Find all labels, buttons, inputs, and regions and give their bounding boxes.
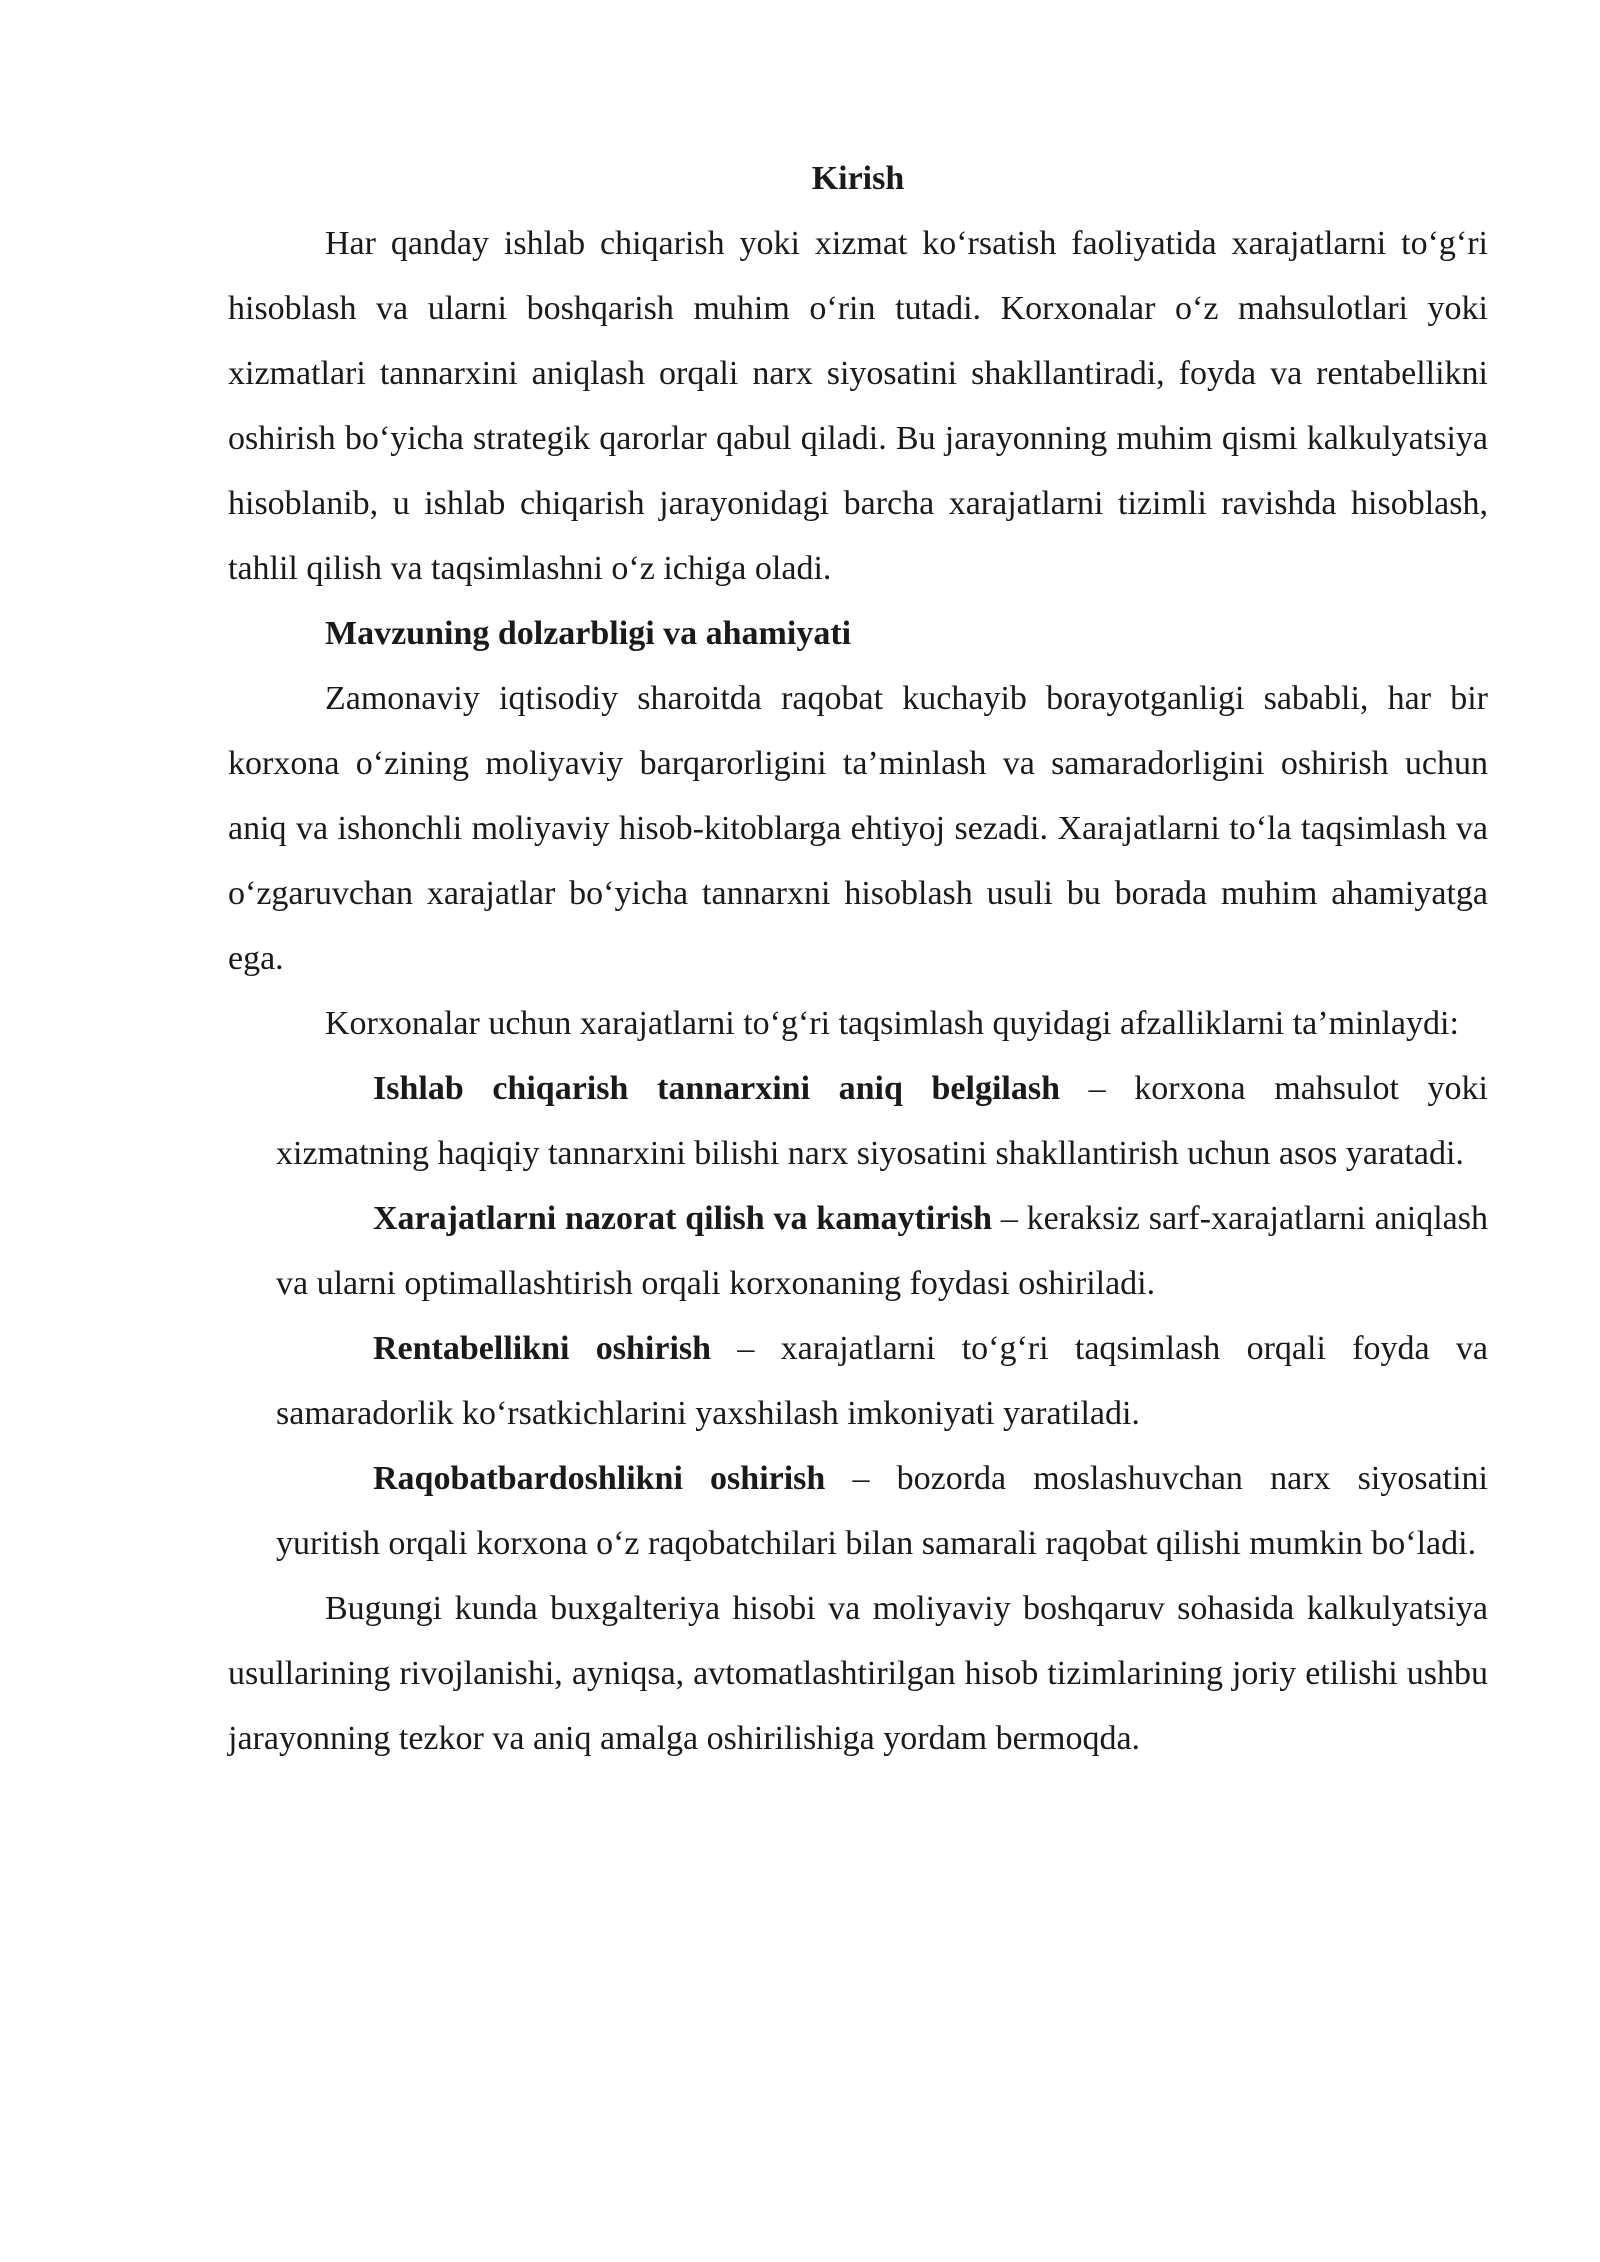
- section-heading: Mavzuning dolzarbligi va ahamiyati: [325, 615, 852, 652]
- document-page: [228, 146, 1488, 1771]
- closing-paragraph: Bugungi kunda buxgalteriya hisobi va moliyaviy boshqaruv sohasida kalkulyatsiya usullarining rivojlanishi, ayniqsa, avtomatlashtirilgan hisob tizimlarining joriy etilishi ushbu jarayonning tezkor va aniq amalga oshirilishiga yordam bermoqda.: [228, 1590, 1488, 1757]
- list-item-term: Xarajatlarni nazorat qilish va kamaytirish: [373, 1200, 992, 1237]
- list-item: [276, 1316, 1488, 1446]
- page-title: Kirish: [811, 160, 905, 197]
- list-item-text: – keraksiz sarf-xarajatlarni aniqlash va ularni optimallashtirish orqali korxonaning foydasi oshiriladi.: [276, 1200, 1488, 1302]
- list-item-text: – bozorda moslashuvchan narx siyosatini yuritish orqali korxona o‘z raqobatchilari bilan samarali raqobat qilishi mumkin bo‘ladi.: [276, 1460, 1488, 1562]
- list-item: [276, 1446, 1488, 1576]
- advantages-list: [228, 1056, 1488, 1576]
- list-item-term: Rentabellikni oshirish: [373, 1330, 712, 1367]
- list-item-text: – korxona mahsulot yoki xizmatning haqiqiy tannarxini bilishi narx siyosatini shakllantirish uchun asos yaratadi.: [276, 1070, 1488, 1172]
- list-item-text: – xarajatlarni to‘g‘ri taqsimlash orqali foyda va samaradorlik ko‘rsatkichlarini yaxshilash imkoniyati yaratiladi.: [276, 1330, 1488, 1432]
- list-item: [276, 1186, 1488, 1316]
- list-item-term: Ishlab chiqarish tannarxini aniq belgilash: [373, 1070, 1060, 1107]
- advantages-intro-paragraph: Korxonalar uchun xarajatlarni to‘g‘ri taqsimlash quyidagi afzalliklarni ta’minlaydi:: [325, 1005, 1459, 1042]
- list-item: [276, 1056, 1488, 1186]
- list-item-term: Raqobatbardoshlikni oshirish: [373, 1460, 826, 1497]
- intro-paragraph: Har qanday ishlab chiqarish yoki xizmat ko‘rsatish faoliyatida xarajatlarni to‘g‘ri hisoblash va ularni boshqarish muhim o‘rin tutadi. Korxonalar o‘z mahsulotlari yoki xizmatlari tannarxini aniqlash orqali narx siyosatini shakllantiradi, foyda va rentabellikni oshirish bo‘yicha strategik qarorlar qabul qiladi. Bu jarayonning muhim qismi kalkulyatsiya hisoblanib, u ishlab chiqarish jarayonidagi barcha xarajatlarni tizimli ravishda hisoblash, tahlil qilish va taqsimlashni o‘z ichiga oladi.: [228, 225, 1488, 587]
- relevance-paragraph: Zamonaviy iqtisodiy sharoitda raqobat kuchayib borayotganligi sababli, har bir korxona o‘zining moliyaviy barqarorligini ta’minlash va samaradorligini oshirish uchun aniq va ishonchli moliyaviy hisob-kitoblarga ehtiyoj sezadi. Xarajatlarni to‘la taqsimlash va o‘zgaruvchan xarajatlar bo‘yicha tannarxni hisoblash usuli bu borada muhim ahamiyatga ega.: [228, 680, 1488, 977]
